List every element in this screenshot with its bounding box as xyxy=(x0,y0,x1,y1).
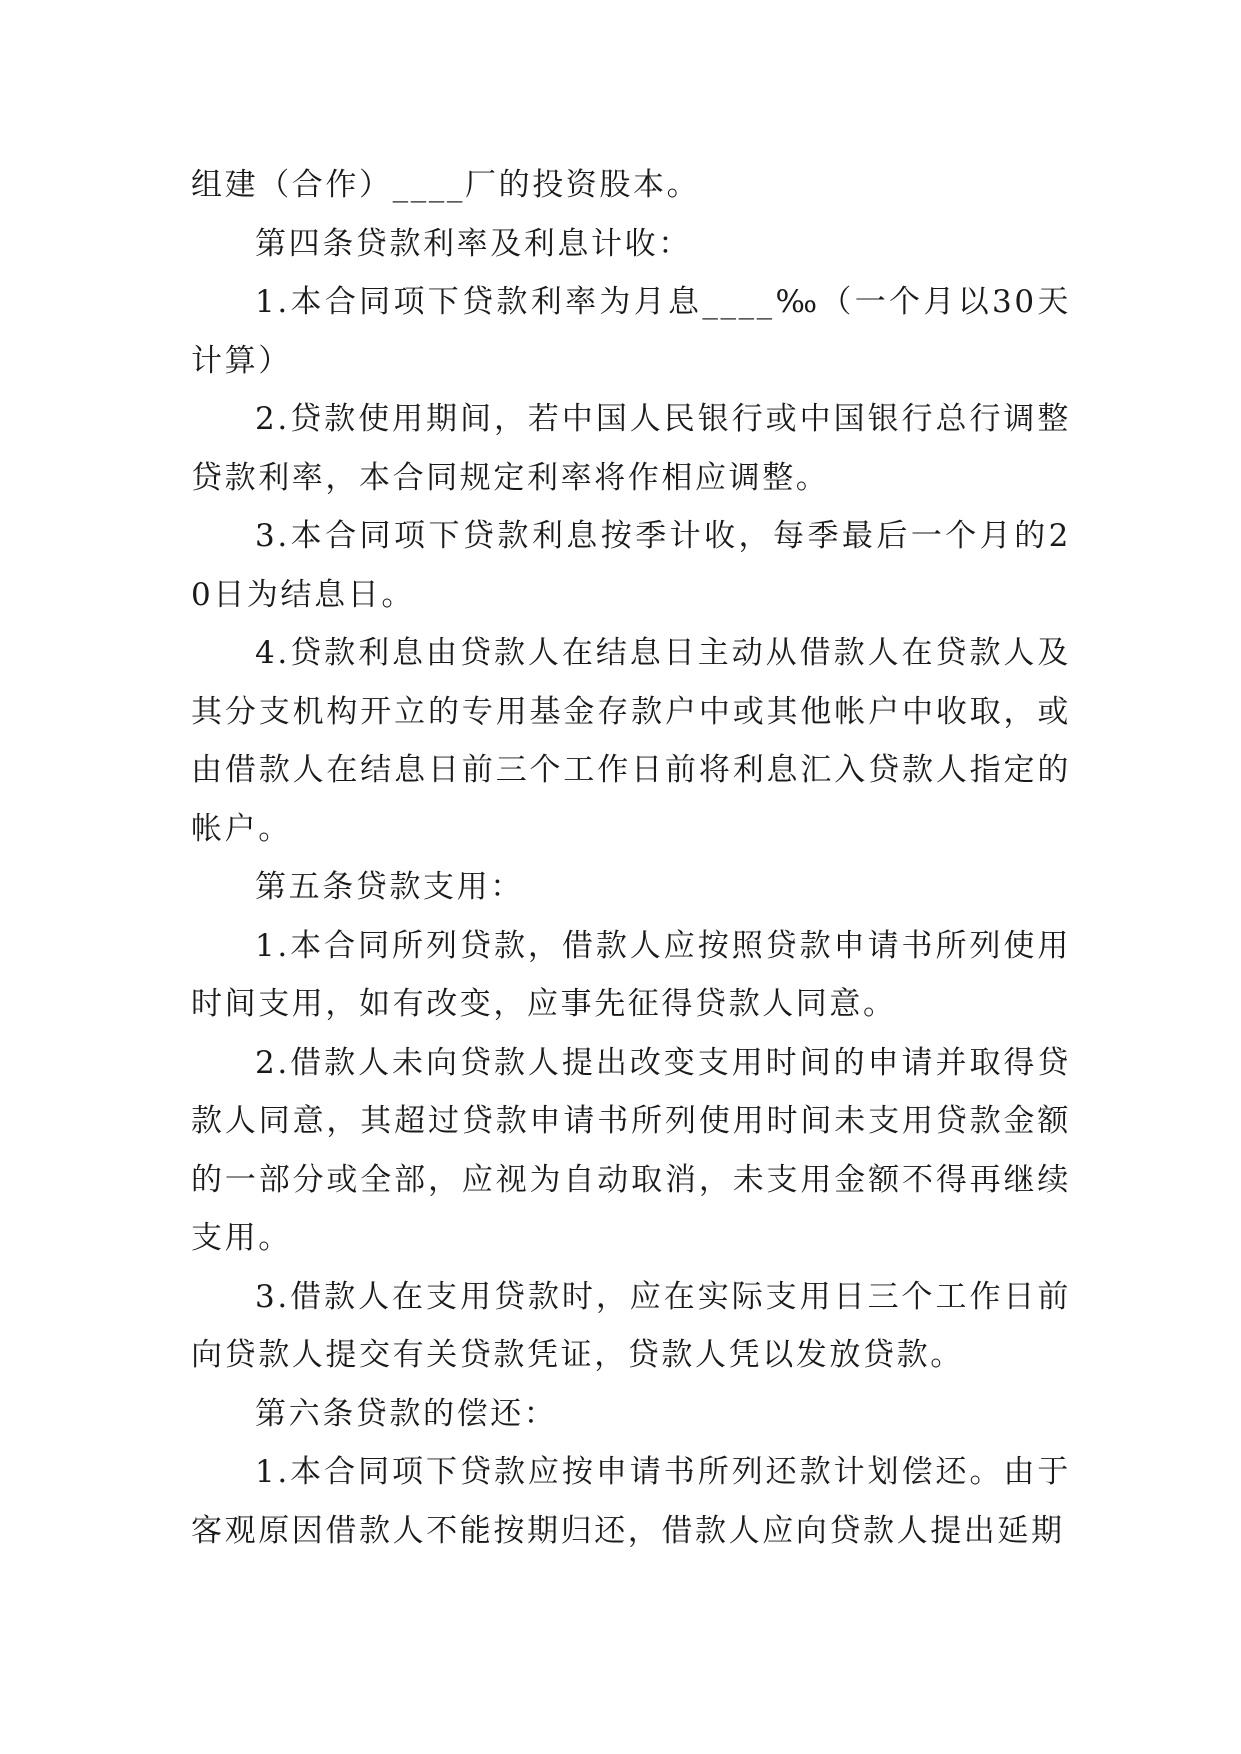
document-body xyxy=(191,156,1071,1560)
paragraph-article-5-item-3: 3.借款人在支用贷款时，应在实际支用日三个工作日前向贷款人提交有关贷款凭证，贷款人凭以发放贷款。 xyxy=(191,1278,1071,1373)
paragraph-article-5-item-2: 2.借款人未向贷款人提出改变支用时间的申请并取得贷款人同意，其超过贷款申请书所列使用时间未支用贷款金额的一部分或全部，应视为自动取消，未支用金额不得再继续支用。 xyxy=(191,1044,1071,1256)
paragraph-article-4-item-4: 4.贷款利息由贷款人在结息日主动从借款人在贷款人及其分支机构开立的专用基金存款户中或其他帐户中收取，或由借款人在结息日前三个工作日前将利息汇入贷款人指定的帐户。 xyxy=(191,635,1071,847)
paragraph-article-4-item-3: 3.本合同项下贷款利息按季计收，每季最后一个月的20日为结息日。 xyxy=(191,518,1071,613)
paragraph-article-4-item-2: 2.贷款使用期间，若中国人民银行或中国银行总行调整贷款利率，本合同规定利率将作相应调整。 xyxy=(191,401,1071,496)
paragraph-article-4-item-1: 1.本合同项下贷款利率为月息____‰（一个月以30天计算） xyxy=(191,284,1071,379)
paragraph-article-5-item-1: 1.本合同所列贷款，借款人应按照贷款申请书所列使用时间支用，如有改变，应事先征得贷款人同意。 xyxy=(191,927,1071,1022)
article-6-heading: 第六条贷款的偿还： xyxy=(255,1395,558,1432)
paragraph-1: 组建（合作）____厂的投资股本。 xyxy=(191,167,701,203)
article-4-heading: 第四条贷款利率及利息计收： xyxy=(255,225,692,262)
article-5-heading: 第五条贷款支用： xyxy=(255,869,524,905)
paragraph-article-6-item-1: 1.本合同项下贷款应按申请书所列还款计划偿还。由于客观原因借款人不能按期归还，借款人应向贷款人提出延期 xyxy=(191,1454,1071,1549)
